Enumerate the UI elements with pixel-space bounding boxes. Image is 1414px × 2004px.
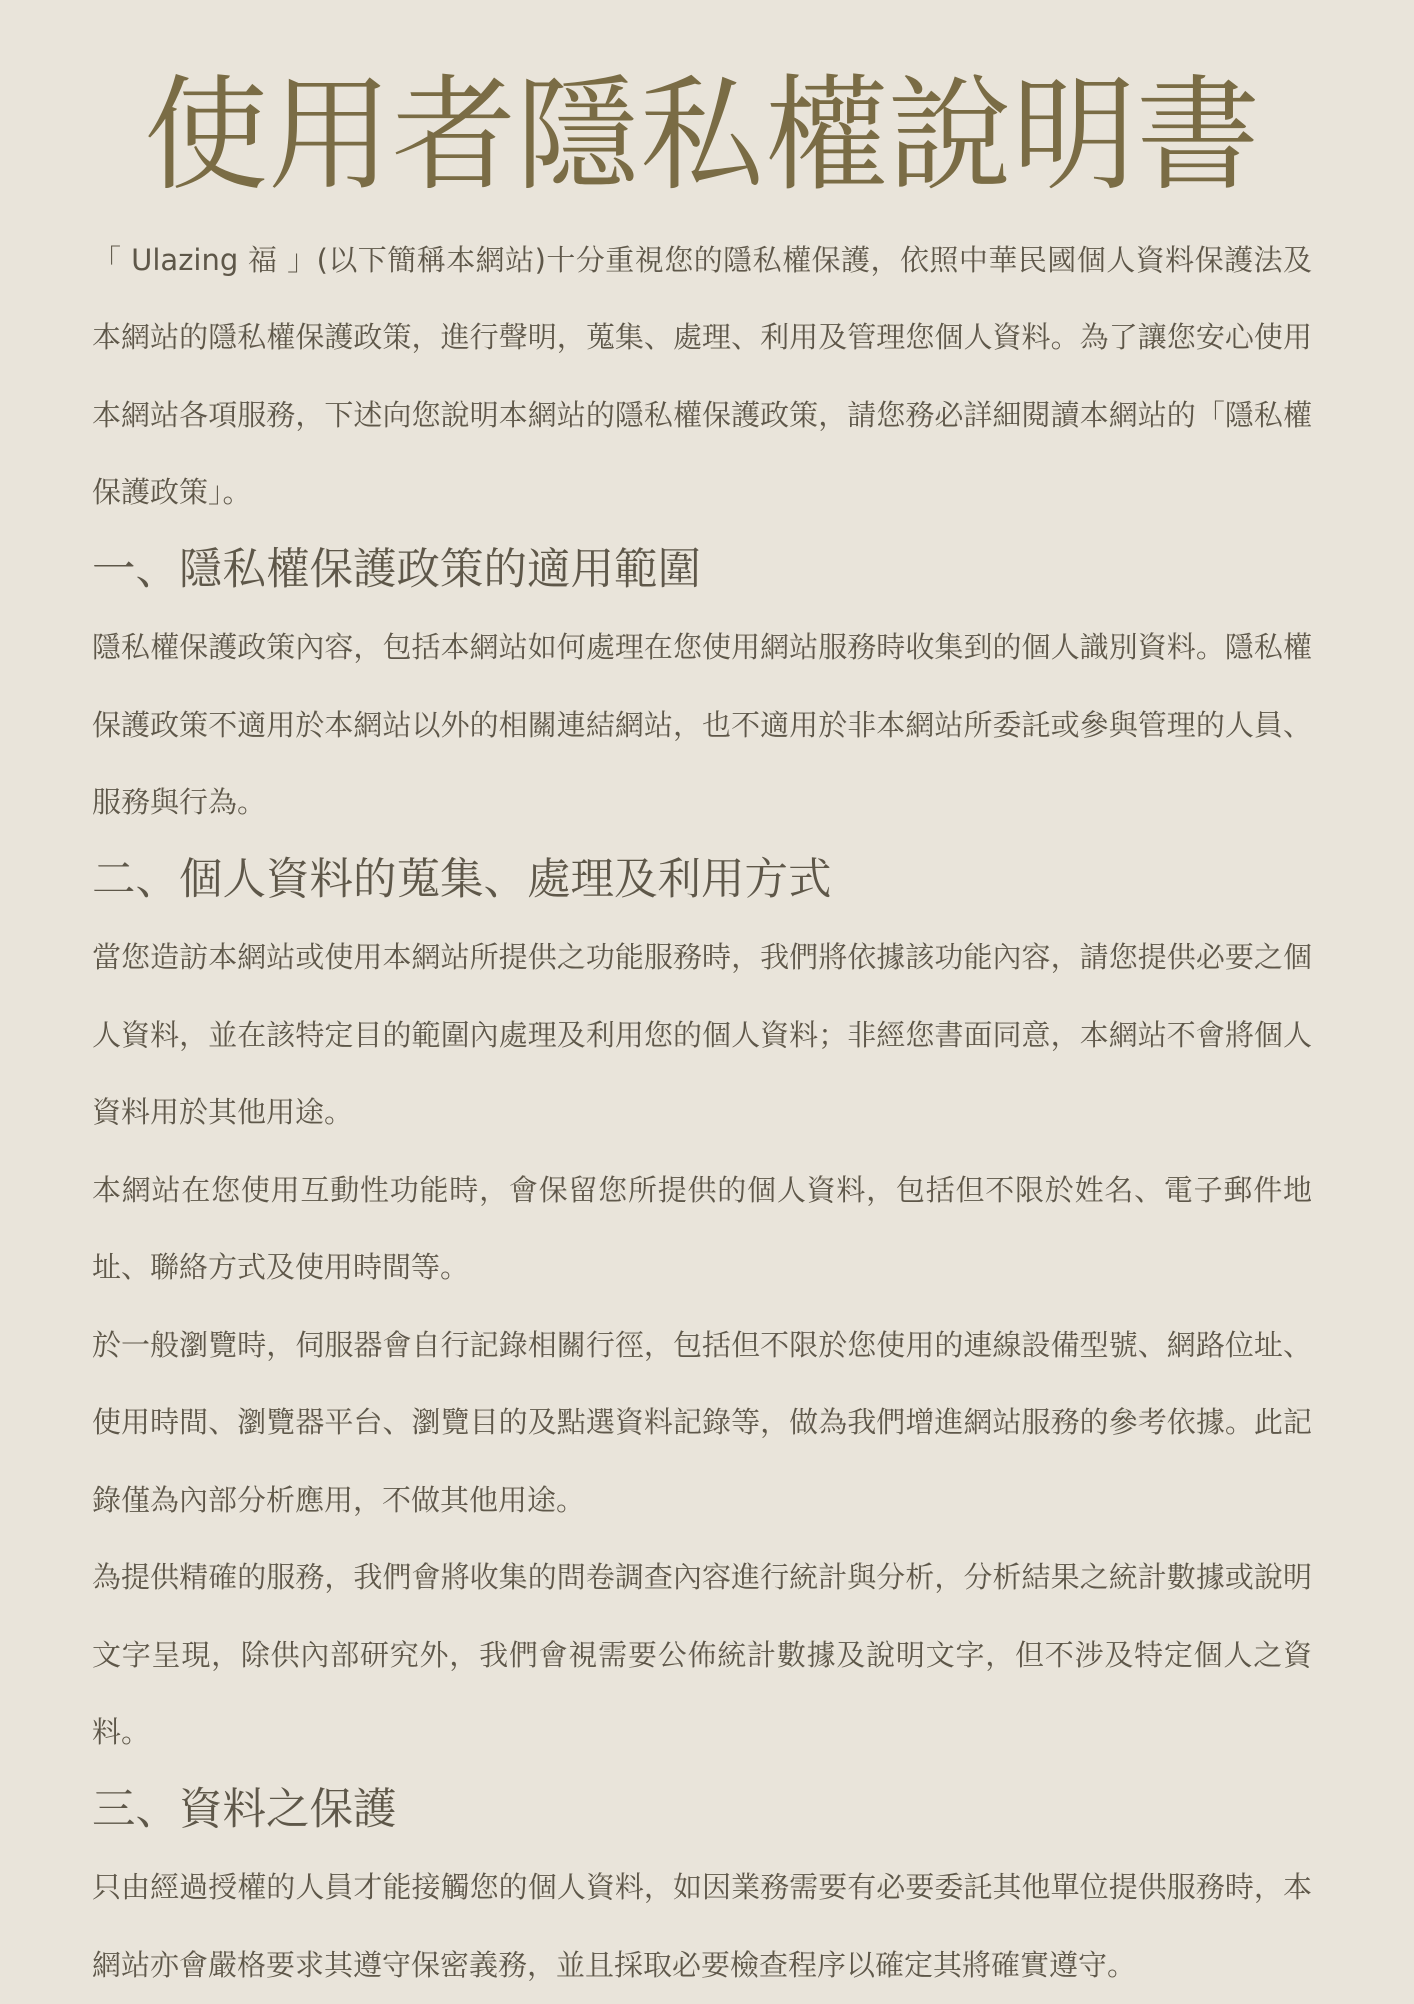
collection-paragraph-3: 於一般瀏覽時，伺服器會自行記錄相關行徑，包括但不限於您使用的連線設備型號、網路位址、使用時間、瀏覽器平台、瀏覽目的及點選資料記錄等，做為我們增進網站服務的參考依據。此記錄僅為內部分析應用，不做其他用途。 — [92, 1327, 1312, 1517]
collection-paragraph-1: 當您造訪本網站或使用本網站所提供之功能服務時，我們將依據該功能內容，請您提供必要之個人資料，並在該特定目的範圍內處理及利用您的個人資料；非經您書面同意，本網站不會將個人資料用於其他用途。 — [92, 940, 1312, 1130]
collection-paragraph-2: 本網站在您使用互動性功能時，會保留您所提供的個人資料，包括但不限於姓名、電子郵件地址、聯絡方式及使用時間等。 — [92, 1172, 1312, 1285]
section-heading-scope: 一、隱私權保護政策的適用範圍 — [92, 544, 701, 595]
collection-paragraph-4: 為提供精確的服務，我們會將收集的問卷調查內容進行統計與分析，分析結果之統計數據或說明文字呈現，除供內部研究外，我們會視需要公佈統計數據及說明文字，但不涉及特定個人之資料。 — [92, 1560, 1312, 1750]
protection-paragraph: 只由經過授權的人員才能接觸您的個人資料，如因業務需要有必要委託其他單位提供服務時，本網站亦會嚴格要求其遵守保密義務，並且採取必要檢查程序以確定其將確實遵守。 — [92, 1870, 1312, 1982]
scope-paragraph: 隱私權保護政策內容，包括本網站如何處理在您使用網站服務時收集到的個人識別資料。隱私權保護政策不適用於本網站以外的相關連結網站，也不適用於非本網站所委託或參與管理的人員、服務與行為。 — [92, 630, 1312, 820]
page-title: 使用者隱私權說明書 — [143, 64, 1260, 208]
section-heading-collection: 二、個人資料的蒐集、處理及利用方式 — [92, 854, 832, 905]
policy-content — [92, 222, 1312, 2004]
section-heading-protection: 三、資料之保護 — [92, 1784, 397, 1835]
intro-paragraph: 「 Ulazing 福 」(以下簡稱本網站)十分重視您的隱私權保護，依照中華民國個人資料保護法及本網站的隱私權保護政策，進行聲明，蒐集、處理、利用及管理您個人資料。為了讓您安心使用本網站各項服務，下述向您說明本網站的隱私權保護政策，請您務必詳細閱讀本網站的「隱私權保護政策」。 — [92, 242, 1312, 510]
